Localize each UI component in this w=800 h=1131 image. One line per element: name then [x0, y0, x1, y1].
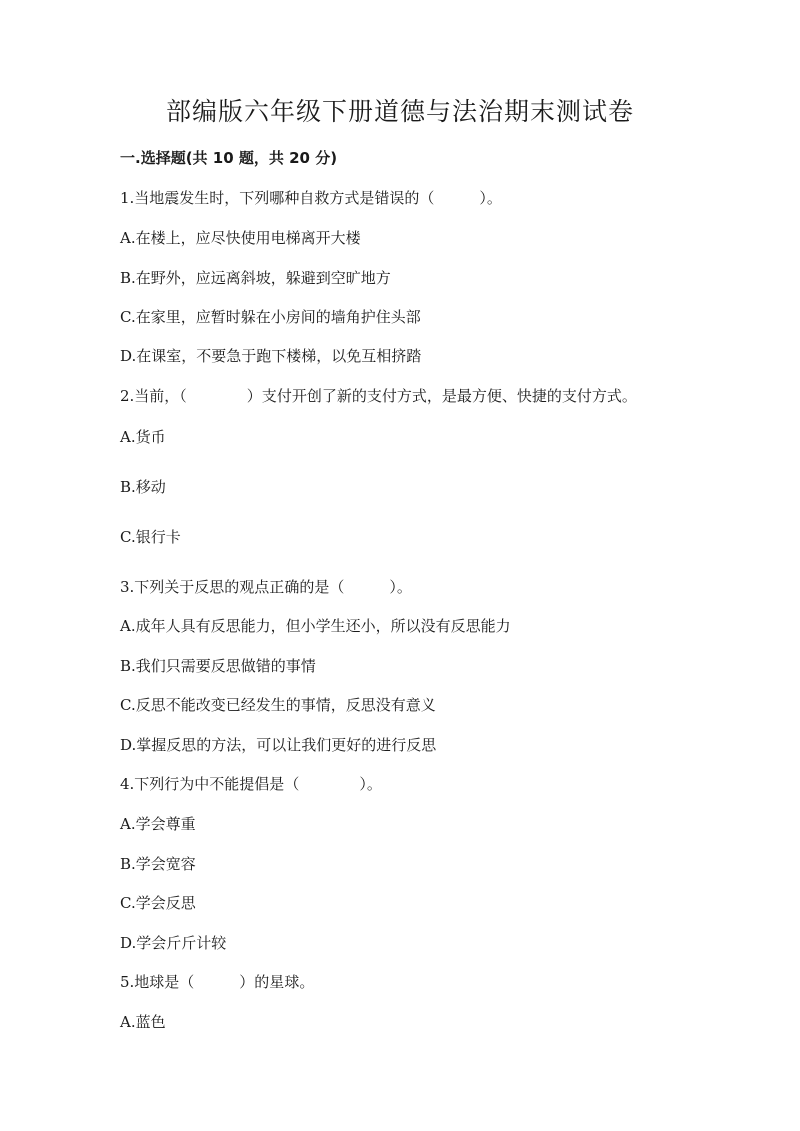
question-3-option-d: D.掌握反思的方法，可以让我们更好的进行反思: [120, 736, 437, 754]
question-5-stem: 5.地球是（ ）的星球。: [120, 973, 315, 991]
question-1-option-d: D.在课室，不要急于跑下楼梯，以免互相挤踏: [120, 347, 422, 365]
question-2-option-a: A.货币: [120, 428, 166, 446]
question-5-option-a: A.蓝色: [120, 1013, 166, 1031]
question-3-stem: 3.下列关于反思的观点正确的是（ ）。: [120, 578, 412, 596]
question-2-stem: 2.当前，（ ）支付开创了新的支付方式，是最方便、快捷的支付方式。: [120, 387, 637, 405]
question-3-option-c: C.反思不能改变已经发生的事情，反思没有意义: [120, 696, 436, 714]
question-1-option-b: B.在野外，应远离斜坡，躲避到空旷地方: [120, 269, 391, 287]
question-2-option-c: C.银行卡: [120, 528, 181, 546]
question-1-option-c: C.在家里，应暂时躲在小房间的墙角护住头部: [120, 308, 421, 326]
question-3-option-b: B.我们只需要反思做错的事情: [120, 657, 316, 675]
question-3-option-a: A.成年人具有反思能力，但小学生还小，所以没有反思能力: [120, 617, 511, 635]
question-4-option-b: B.学会宽容: [120, 855, 196, 873]
question-1-stem: 1.当地震发生时，下列哪种自救方式是错误的（ ）。: [120, 189, 502, 207]
question-4-option-c: C.学会反思: [120, 894, 196, 912]
question-4-option-a: A.学会尊重: [120, 815, 196, 833]
question-4-option-d: D.学会斤斤计较: [120, 934, 227, 952]
question-2-option-b: B.移动: [120, 478, 166, 496]
section-heading: 一.选择题(共 10 题，共 20 分): [120, 149, 338, 167]
question-1-option-a: A.在楼上，应尽快使用电梯离开大楼: [120, 229, 361, 247]
question-4-stem: 4.下列行为中不能提倡是（ ）。: [120, 775, 382, 793]
exam-title: 部编版六年级下册道德与法治期末测试卷: [165, 97, 634, 126]
